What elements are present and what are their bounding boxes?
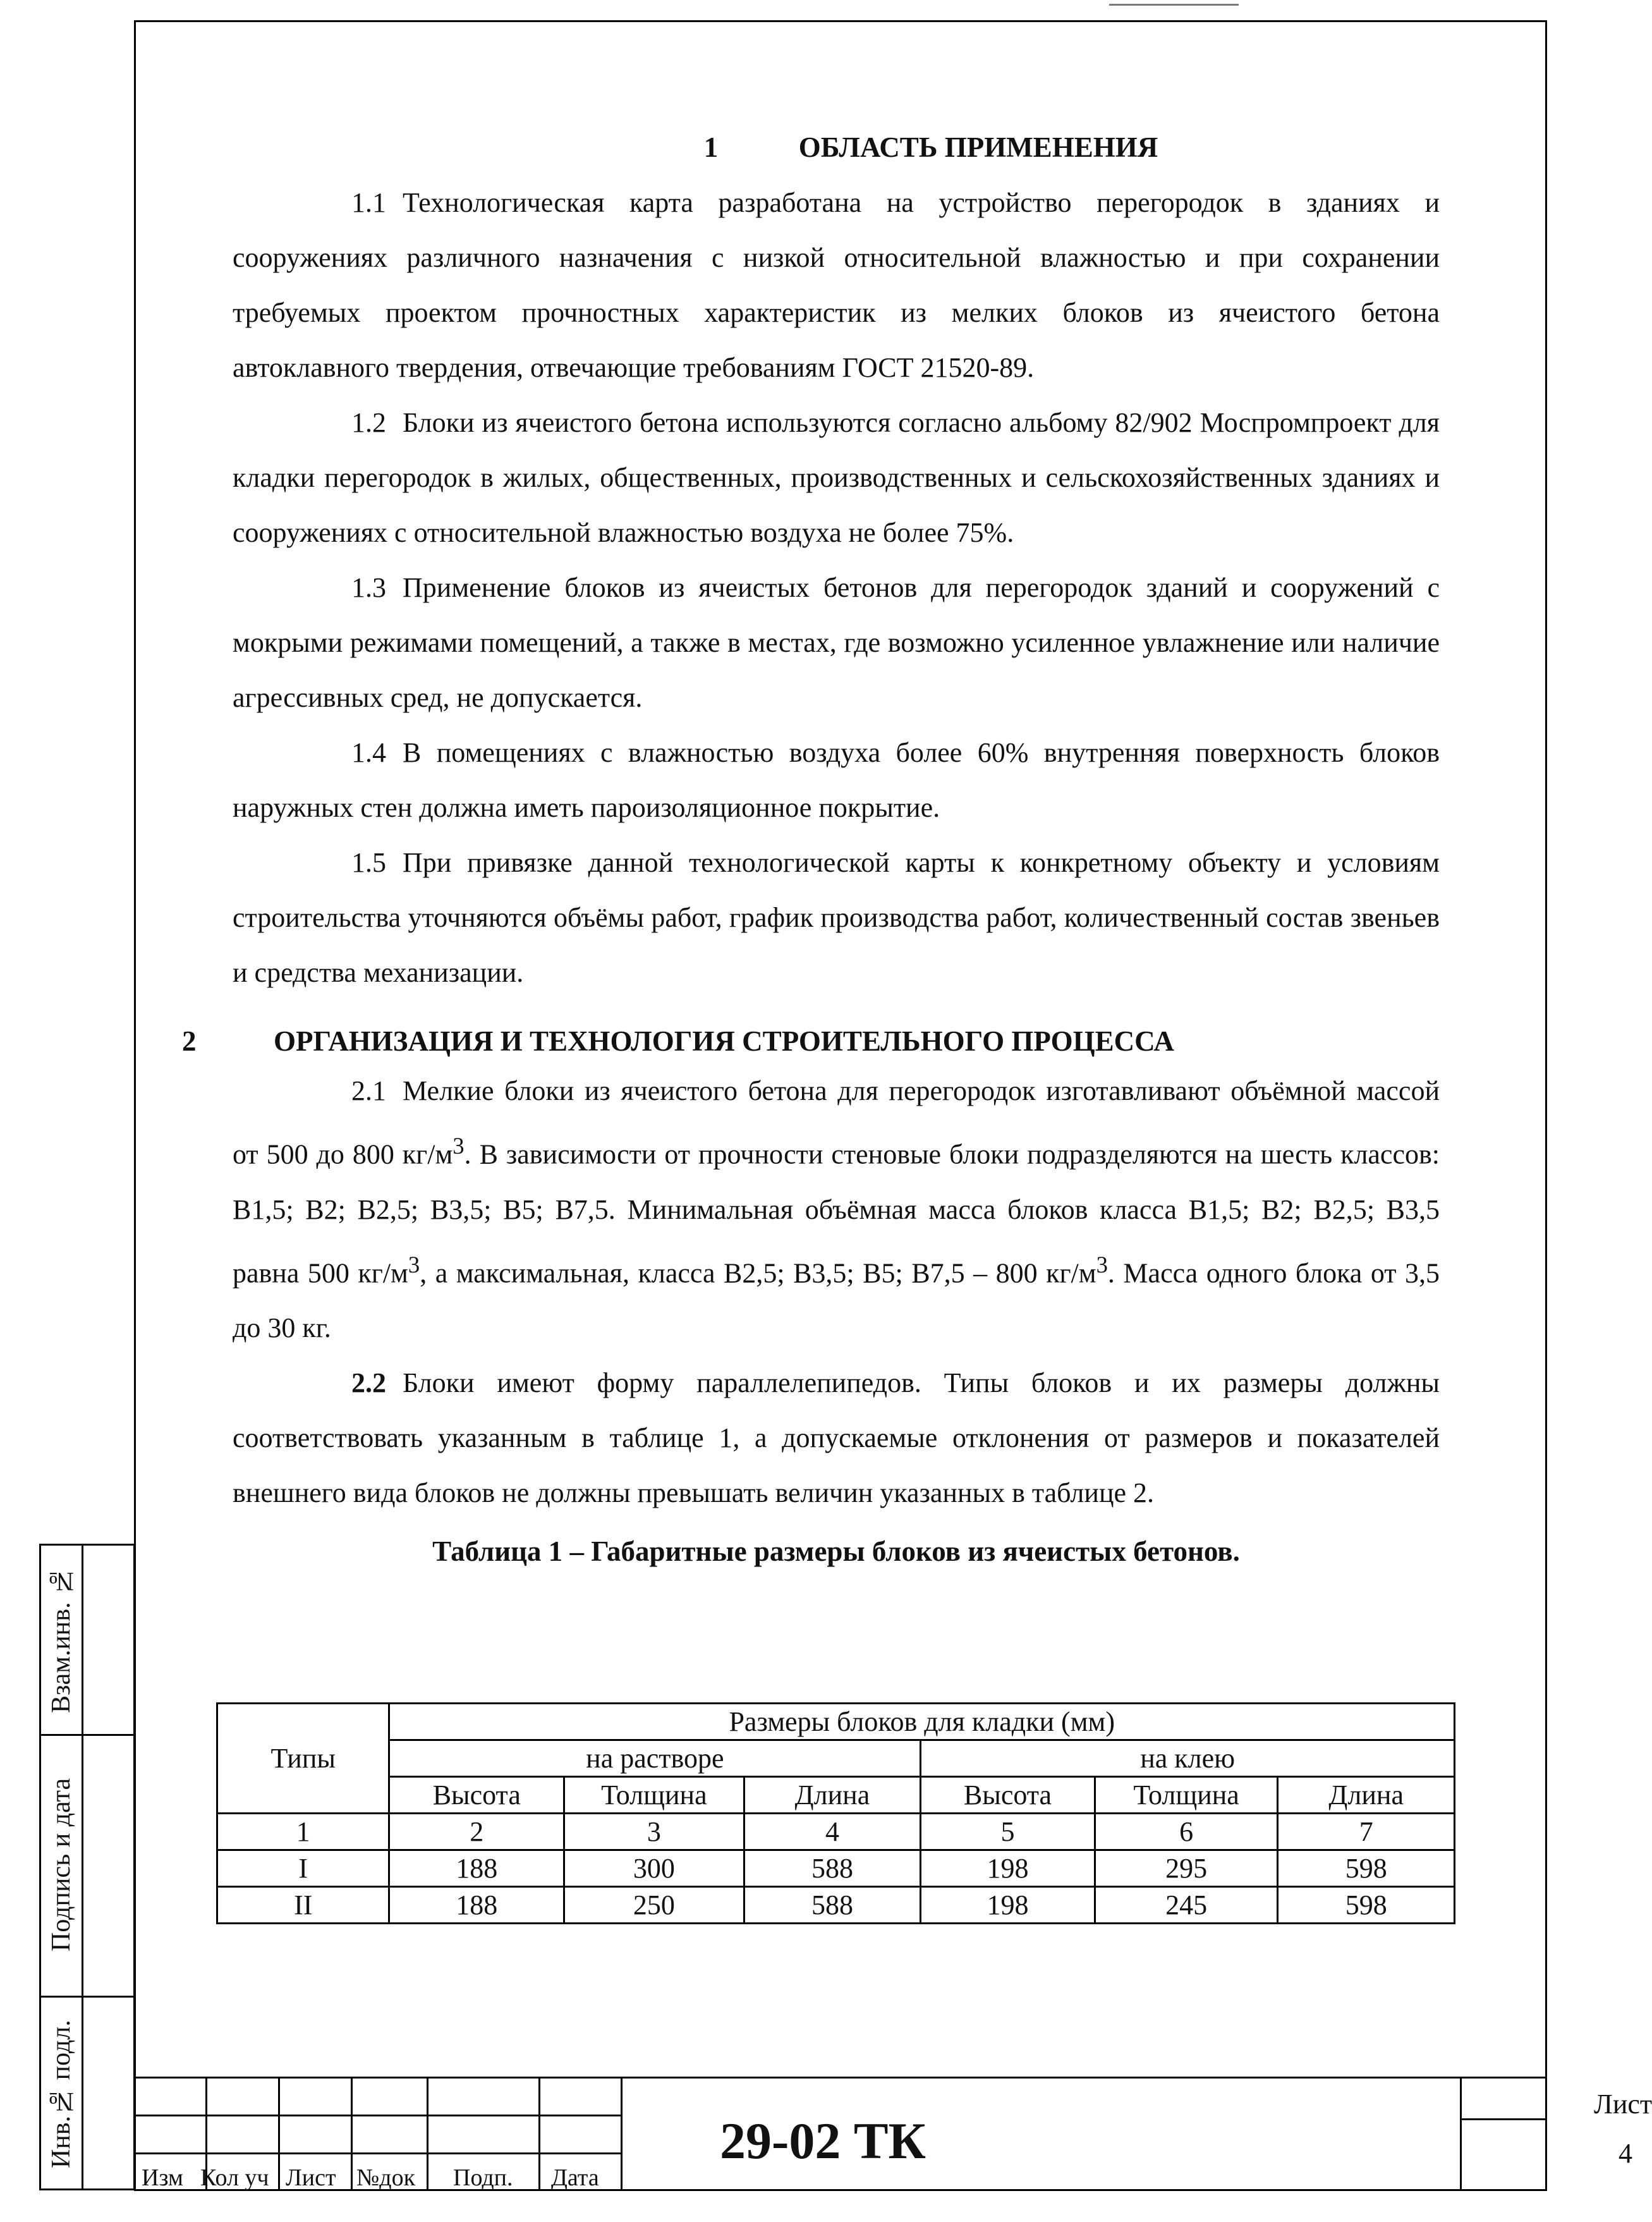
- table-cell: I: [217, 1850, 389, 1887]
- paragraph-number: 1.4: [351, 737, 386, 768]
- stamp-label-signature: Подп.: [453, 2164, 513, 2191]
- table-cell: II: [217, 1887, 389, 1924]
- table-cell: 198: [921, 1887, 1095, 1924]
- table-cell: 245: [1095, 1887, 1278, 1924]
- table-cell: 6: [1095, 1814, 1278, 1850]
- paragraph-text: Блоки из ячеистого бетона используются согласно альбому 82/902 Моспромпроект для кладки перегородок в жилых, общественных, производственных и сельскохозяйственных зданиях и сооружениях с относительной влажностью воздуха не более 75%.: [233, 407, 1440, 548]
- section-2-number: 2: [182, 1025, 197, 1057]
- paragraph-text: Технологическая карта разработана на устройство перегородок в зданиях и сооружениях различного назначения с низкой относительной влажностью и при сохранении требуемых проектом прочностных характеристик из мелких блоков из ячеистого бетона автоклавного твердения, отвечающие требованиям ГОСТ 21520-89.: [233, 187, 1440, 383]
- paragraph-text: При привязке данной технологической карты к конкретному объекту и условиям строительства уточняются объёмы работ, график производства работ, количественный состав звеньев и средства механизации.: [233, 847, 1440, 988]
- stamp-label-docnum: №док: [356, 2164, 416, 2191]
- table-column-header: Высота: [389, 1777, 564, 1814]
- section-2-title: ОРГАНИЗАЦИЯ И ТЕХНОЛОГИЯ СТРОИТЕЛЬНОГО ПРОЦЕССА: [274, 1025, 1174, 1057]
- table-header-group: Размеры блоков для кладки (мм): [389, 1704, 1455, 1740]
- table-cell: 7: [1278, 1814, 1455, 1850]
- section-2-heading: [182, 1019, 1440, 1063]
- paragraph-text: . Масса одного блока от 3,5 до 30 кг.: [233, 1257, 1440, 1344]
- table-cell: 188: [389, 1850, 564, 1887]
- side-stamp-signature-date: Подпись и дата: [47, 1778, 76, 1952]
- table-cell: 598: [1278, 1887, 1455, 1924]
- sheet-number: 4: [1619, 2138, 1632, 2169]
- paragraph-2-2: [233, 1355, 1440, 1520]
- table-1-caption: Таблица 1 – Габаритные размеры блоков из ячеистых бетонов.: [432, 1535, 1240, 1568]
- table-row: [217, 1887, 1455, 1924]
- table-cell: 3: [564, 1814, 744, 1850]
- table-cell: 598: [1278, 1850, 1455, 1887]
- paragraph-text: Блоки имеют форму параллелепипедов. Типы блоков и их размеры должны соответствовать указанным в таблице 1, а допускаемые отклонения от размеров и показателей внешнего вида блоков не должны превышать величин указанных в таблице 2.: [233, 1367, 1440, 1509]
- table-column-header: Высота: [921, 1777, 1095, 1814]
- stamp-label-sheet: Лист: [286, 2164, 336, 2191]
- table-cell: 250: [564, 1887, 744, 1924]
- table-column-header: Толщина: [1095, 1777, 1278, 1814]
- paragraph-text: В помещениях с влажностью воздуха более 60% внутренняя поверхность блоков наружных стен должна иметь пароизоляционное покрытие.: [233, 737, 1440, 823]
- table-cell: 5: [921, 1814, 1095, 1850]
- paragraph-number: 1.1: [351, 187, 386, 218]
- side-stamp: [39, 1544, 135, 2190]
- paragraph-number: 1.5: [351, 847, 386, 878]
- side-stamp-original-inv: Инв.№ подл.: [47, 2020, 76, 2168]
- paragraph-1-4: [233, 725, 1440, 835]
- paragraph-1-3: [233, 560, 1440, 725]
- table-cell: 4: [744, 1814, 921, 1850]
- paragraph-1-2: [233, 395, 1440, 560]
- table-cell: 300: [564, 1850, 744, 1887]
- superscript: 3: [1096, 1251, 1108, 1278]
- table-cell: 295: [1095, 1850, 1278, 1887]
- table-cell: 588: [744, 1887, 921, 1924]
- paragraph-text: . В зависимости от прочности стеновые блоки подразделяются на шесть классов: В1,5; В2; В2,5; В3,5; В5; В7,5. Минимальная объёмная масса блоков класса В1,5; В2; В2,5; В3,5 равна 500 кг/м: [233, 1138, 1440, 1289]
- superscript: 3: [408, 1251, 420, 1278]
- top-edge-mark: [1109, 4, 1239, 6]
- document-code: 29-02 ТК: [720, 2112, 926, 2170]
- document-body: [182, 120, 1440, 1573]
- stamp-label-change: Изм: [142, 2164, 183, 2191]
- block-dimensions-table: [216, 1702, 1455, 1924]
- table-subheader-mortar: на растворе: [389, 1740, 921, 1777]
- paragraph-1-1: [233, 175, 1440, 395]
- sheet-label: Лист: [1594, 2089, 1652, 2120]
- side-stamp-replacement-inv: Взам.инв. №: [47, 1566, 76, 1714]
- section-1-title: ОБЛАСТЬ ПРИМЕНЕНИЯ: [798, 131, 1158, 163]
- paragraph-number: 1.2: [351, 407, 386, 438]
- superscript: 3: [452, 1133, 465, 1159]
- table-cell: 198: [921, 1850, 1095, 1887]
- table-header-types: Типы: [217, 1704, 389, 1814]
- section-1-heading: [422, 120, 1440, 175]
- table-cell: 1: [217, 1814, 389, 1850]
- paragraph-text: , а максимальная, класса В2,5; В3,5; В5; В7,5 – 800 кг/м: [420, 1257, 1096, 1289]
- paragraph-number: 1.3: [351, 572, 386, 603]
- table-row: [217, 1850, 1455, 1887]
- title-block: [134, 2077, 1652, 2191]
- table-numbering-row: [217, 1814, 1455, 1850]
- table-cell: 588: [744, 1850, 921, 1887]
- table-subheader-glue: на клею: [921, 1740, 1455, 1777]
- stamp-label-date: Дата: [551, 2164, 599, 2191]
- table-column-header: Длина: [1278, 1777, 1455, 1814]
- paragraph-number: 2.1: [351, 1075, 386, 1106]
- table-column-header: Толщина: [564, 1777, 744, 1814]
- paragraph-2-1: [233, 1063, 1440, 1355]
- paragraph-1-5: [233, 835, 1440, 1000]
- table-column-header: Длина: [744, 1777, 921, 1814]
- paragraph-text: Применение блоков из ячеистых бетонов для перегородок зданий и сооружений с мокрыми режимами помещений, а также в местах, где возможно усиленное увлажнение или наличие агрессивных сред, не допускается.: [233, 572, 1440, 713]
- paragraph-number: 2.2: [351, 1367, 386, 1399]
- table-cell: 2: [389, 1814, 564, 1850]
- paragraph-text: Мелкие блоки из ячеистого бетона для перегородок изготавливают объёмной массой от 500 до 800 кг/м: [233, 1075, 1440, 1170]
- stamp-label-count: Кол уч: [200, 2164, 269, 2191]
- table-cell: 188: [389, 1887, 564, 1924]
- section-1-number: 1: [703, 131, 719, 163]
